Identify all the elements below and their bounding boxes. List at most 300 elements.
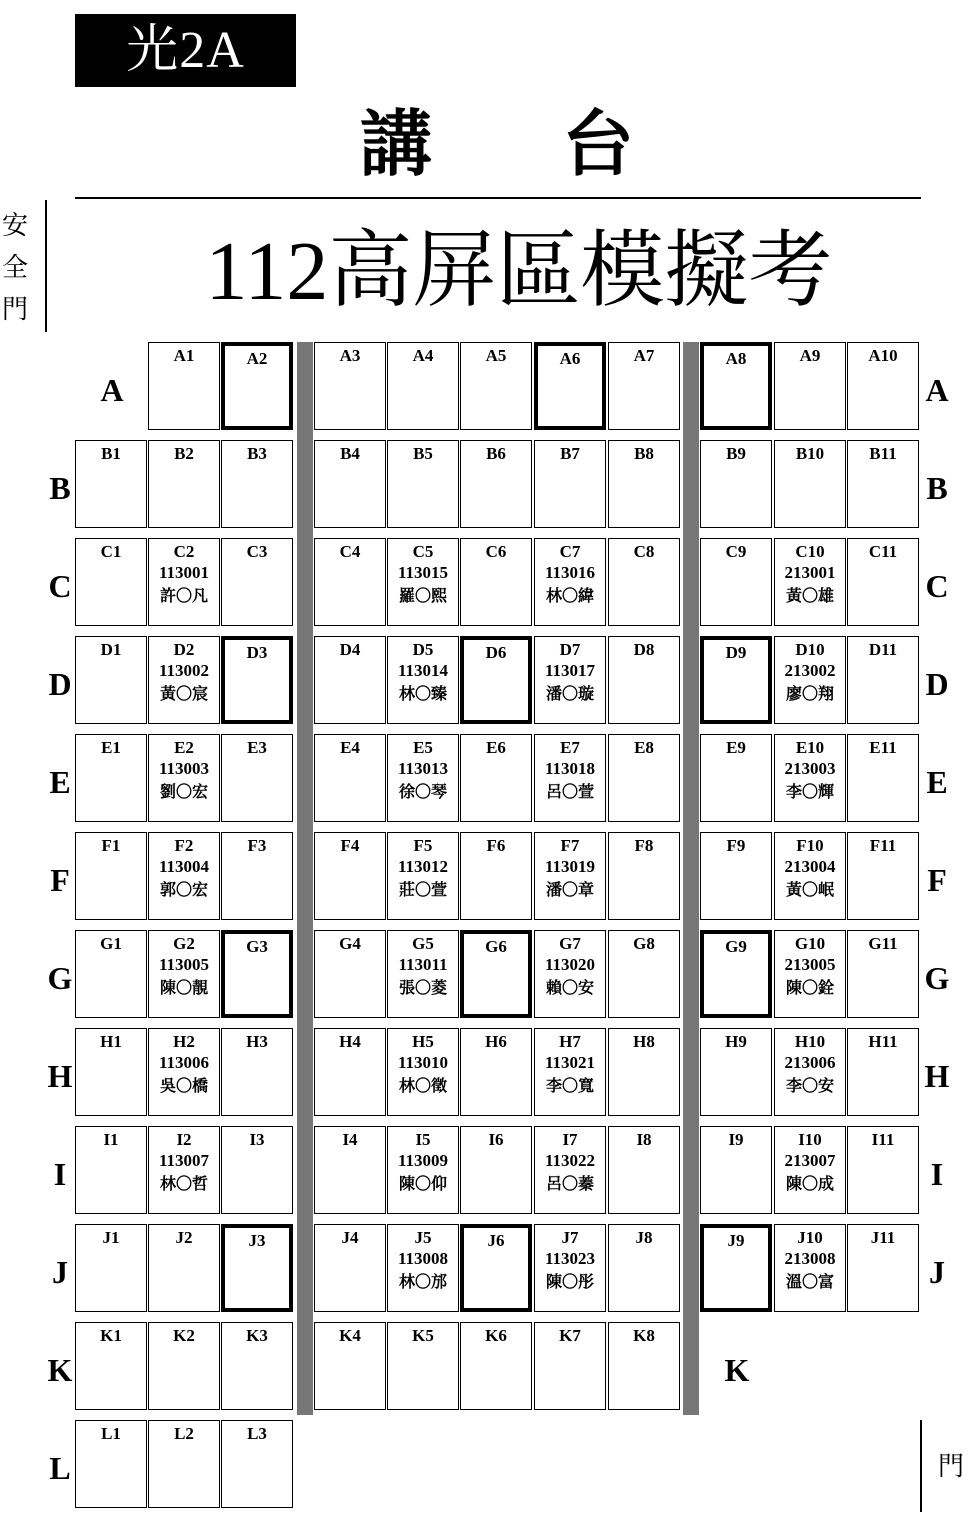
seat-k8 [608, 1322, 680, 1410]
student-name: 許〇凡 [159, 588, 208, 605]
seat-id: G10 [794, 934, 826, 953]
seat-j8 [608, 1224, 680, 1312]
seat-i8 [608, 1126, 680, 1214]
seat-b3 [221, 440, 293, 528]
seat-id: H5 [412, 1032, 434, 1051]
seat-k1 [75, 1322, 147, 1410]
student-name: 吳〇橋 [159, 1078, 208, 1095]
row-label-left: H [47, 1058, 73, 1094]
student-number: 113002 [158, 661, 210, 680]
seat-b2 [148, 440, 220, 528]
seat-h5 [387, 1028, 459, 1116]
door-label: 門 [938, 1452, 965, 1481]
student-number: 113011 [398, 955, 448, 974]
seat-id: E9 [726, 738, 746, 757]
seat-id: H7 [559, 1032, 581, 1051]
seat-id: F6 [486, 836, 506, 855]
student-name: 張〇菱 [398, 980, 447, 997]
row-label-left: E [49, 764, 71, 800]
student-number: 113013 [397, 759, 449, 778]
seat-f2 [148, 832, 220, 920]
row-label-right: E [926, 764, 948, 800]
seat-id: D7 [559, 640, 581, 659]
student-number: 213003 [784, 759, 836, 778]
seat-i11 [847, 1126, 919, 1214]
podium-divider [75, 197, 921, 199]
seat-j9 [700, 1224, 772, 1312]
seat-id: E8 [634, 738, 654, 757]
seat-id: A1 [173, 346, 195, 365]
seat-i3 [221, 1126, 293, 1214]
student-name: 徐〇琴 [398, 784, 447, 801]
seat-id: E6 [486, 738, 506, 757]
row-label-left: G [47, 960, 73, 996]
seat-j10 [774, 1224, 846, 1312]
seat-h3 [221, 1028, 293, 1116]
seat-g8 [608, 930, 680, 1018]
student-name: 潘〇章 [545, 882, 594, 899]
student-number: 213001 [784, 563, 836, 582]
seat-id: C10 [795, 542, 825, 561]
seat-id: C2 [173, 542, 195, 561]
seat-id: G8 [633, 934, 655, 953]
seat-id: A3 [339, 346, 361, 365]
seat-d4 [314, 636, 386, 724]
row-label-k-right: K [724, 1352, 750, 1388]
seat-id: F7 [560, 836, 580, 855]
row-label-right: G [924, 960, 950, 996]
student-name: 莊〇萱 [398, 882, 447, 899]
seat-id: G9 [725, 937, 747, 956]
seat-id: L2 [174, 1424, 194, 1443]
seat-id: A9 [799, 346, 821, 365]
seat-id: H1 [100, 1032, 122, 1051]
seat-id: I10 [798, 1130, 822, 1149]
row-label-right: B [926, 470, 948, 506]
seat-g1 [75, 930, 147, 1018]
seat-j4 [314, 1224, 386, 1312]
seat-i7 [534, 1126, 606, 1214]
seat-id: A7 [633, 346, 655, 365]
seat-j5 [387, 1224, 459, 1312]
seat-e9 [700, 734, 772, 822]
student-number: 113007 [158, 1151, 210, 1170]
seat-id: J3 [248, 1231, 266, 1250]
seat-d8 [608, 636, 680, 724]
student-number: 113006 [158, 1053, 210, 1072]
seat-g5 [387, 930, 459, 1018]
seat-a6 [534, 342, 606, 430]
row-label-left: F [50, 862, 70, 898]
seat-id: K4 [339, 1326, 361, 1345]
student-name: 呂〇萱 [545, 784, 594, 801]
seat-f9 [700, 832, 772, 920]
student-number: 113014 [397, 661, 449, 680]
seat-id: G11 [868, 934, 898, 953]
student-name: 黃〇宸 [159, 686, 208, 703]
seat-c10 [774, 538, 846, 626]
seat-id: J8 [635, 1228, 653, 1247]
seat-i9 [700, 1126, 772, 1214]
student-name: 劉〇宏 [159, 784, 208, 801]
seat-g3 [221, 930, 293, 1018]
seat-d7 [534, 636, 606, 724]
seat-f8 [608, 832, 680, 920]
seat-id: F8 [634, 836, 654, 855]
seat-j6 [460, 1224, 532, 1312]
seat-id: A4 [412, 346, 434, 365]
seat-b5 [387, 440, 459, 528]
seat-id: G4 [339, 934, 361, 953]
student-name: 陳〇靚 [159, 980, 208, 997]
seat-id: H9 [725, 1032, 747, 1051]
seat-e2 [148, 734, 220, 822]
seat-id: B7 [560, 444, 580, 463]
student-name: 林〇邡 [398, 1274, 447, 1291]
student-name: 陳〇仰 [398, 1176, 447, 1193]
seat-id: D8 [633, 640, 655, 659]
seat-id: H6 [485, 1032, 507, 1051]
seat-id: I7 [562, 1130, 578, 1149]
seat-id: H4 [339, 1032, 361, 1051]
seat-id: B2 [174, 444, 194, 463]
seat-i2 [148, 1126, 220, 1214]
row-label-left: I [53, 1156, 67, 1192]
seat-e11 [847, 734, 919, 822]
student-name: 黃〇雄 [785, 588, 834, 605]
seat-id: G7 [559, 934, 581, 953]
room-tag: 光2A [75, 14, 296, 87]
seat-g11 [847, 930, 919, 1018]
seat-id: F1 [101, 836, 121, 855]
seat-f3 [221, 832, 293, 920]
seat-f7 [534, 832, 606, 920]
seat-b1 [75, 440, 147, 528]
seat-h10 [774, 1028, 846, 1116]
seat-g9 [700, 930, 772, 1018]
student-name: 陳〇彤 [545, 1274, 594, 1291]
safety-door-label: 安全門 [1, 211, 28, 324]
student-number: 213008 [784, 1249, 836, 1268]
seat-id: D1 [100, 640, 122, 659]
seat-f4 [314, 832, 386, 920]
seat-id: I9 [728, 1130, 744, 1149]
seat-id: D2 [173, 640, 195, 659]
podium-label: 講台 [360, 105, 765, 185]
seat-g7 [534, 930, 606, 1018]
seat-c4 [314, 538, 386, 626]
seat-c11 [847, 538, 919, 626]
seat-id: B6 [486, 444, 506, 463]
seat-l3 [221, 1420, 293, 1508]
student-name: 李〇安 [785, 1078, 834, 1095]
seat-id: J1 [102, 1228, 120, 1247]
seat-h6 [460, 1028, 532, 1116]
seat-id: G5 [412, 934, 434, 953]
seat-id: H2 [173, 1032, 195, 1051]
row-label-left: B [49, 470, 71, 506]
seat-id: B4 [340, 444, 360, 463]
row-label-right: I [930, 1156, 944, 1192]
seat-id: D9 [725, 643, 747, 662]
seat-id: B5 [413, 444, 433, 463]
seat-a8 [700, 342, 772, 430]
student-name: 潘〇璇 [545, 686, 594, 703]
student-name: 賴〇安 [545, 980, 594, 997]
seat-id: A5 [485, 346, 507, 365]
student-number: 113022 [544, 1151, 596, 1170]
seat-g2 [148, 930, 220, 1018]
seat-c6 [460, 538, 532, 626]
seat-e4 [314, 734, 386, 822]
seat-id: K8 [633, 1326, 655, 1345]
student-name: 郭〇宏 [159, 882, 208, 899]
seat-id: E10 [795, 738, 825, 757]
seat-i1 [75, 1126, 147, 1214]
seat-id: F4 [340, 836, 360, 855]
seat-j3 [221, 1224, 293, 1312]
seat-f6 [460, 832, 532, 920]
seat-a3 [314, 342, 386, 430]
seat-id: H11 [868, 1032, 898, 1051]
seat-id: I8 [636, 1130, 652, 1149]
seat-id: C1 [100, 542, 122, 561]
seat-d5 [387, 636, 459, 724]
seat-id: L1 [101, 1424, 121, 1443]
seat-id: K5 [412, 1326, 434, 1345]
student-number: 113018 [544, 759, 596, 778]
seat-id: I4 [342, 1130, 358, 1149]
seat-id: D10 [795, 640, 825, 659]
row-label-left: J [52, 1254, 68, 1290]
seat-k5 [387, 1322, 459, 1410]
student-number: 113020 [544, 955, 596, 974]
seat-e1 [75, 734, 147, 822]
seat-j7 [534, 1224, 606, 1312]
aisle-left [297, 342, 313, 1415]
student-name: 林〇徵 [398, 1078, 447, 1095]
seat-id: A8 [725, 349, 747, 368]
student-number: 113008 [397, 1249, 449, 1268]
seat-id: B1 [101, 444, 121, 463]
student-name: 黃〇岷 [785, 882, 834, 899]
seat-id: A6 [559, 349, 581, 368]
seat-id: C8 [633, 542, 655, 561]
student-number: 113009 [397, 1151, 449, 1170]
student-number: 113021 [544, 1053, 596, 1072]
seat-id: K3 [246, 1326, 268, 1345]
seat-j11 [847, 1224, 919, 1312]
seat-h1 [75, 1028, 147, 1116]
seat-c1 [75, 538, 147, 626]
row-label-left: A [100, 372, 124, 408]
seat-i4 [314, 1126, 386, 1214]
seat-h7 [534, 1028, 606, 1116]
student-name: 呂〇蓁 [545, 1176, 594, 1193]
seat-h11 [847, 1028, 919, 1116]
seat-id: F3 [247, 836, 267, 855]
seat-id: E2 [174, 738, 194, 757]
row-label-right: D [925, 666, 949, 702]
seat-id: G3 [246, 937, 268, 956]
seat-id: B3 [247, 444, 267, 463]
seat-e3 [221, 734, 293, 822]
seat-i6 [460, 1126, 532, 1214]
seat-id: C9 [725, 542, 747, 561]
student-number: 113016 [544, 563, 596, 582]
student-name: 溫〇富 [785, 1274, 834, 1291]
seat-id: I2 [176, 1130, 192, 1149]
seat-id: K2 [173, 1326, 195, 1345]
seat-id: I1 [103, 1130, 119, 1149]
seat-id: H8 [633, 1032, 655, 1051]
student-number: 113001 [158, 563, 210, 582]
row-label-right: H [924, 1058, 950, 1094]
seat-b7 [534, 440, 606, 528]
seat-k7 [534, 1322, 606, 1410]
seat-g6 [460, 930, 532, 1018]
seat-id: D5 [412, 640, 434, 659]
seat-d9 [700, 636, 772, 724]
seat-k6 [460, 1322, 532, 1410]
seat-id: I3 [249, 1130, 265, 1149]
seat-d2 [148, 636, 220, 724]
student-number: 113010 [397, 1053, 449, 1072]
seat-id: E3 [247, 738, 267, 757]
seat-j2 [148, 1224, 220, 1312]
seat-id: I6 [488, 1130, 504, 1149]
seat-id: E11 [869, 738, 897, 757]
seat-f11 [847, 832, 919, 920]
row-label-left: C [48, 568, 72, 604]
seat-b9 [700, 440, 772, 528]
seat-c8 [608, 538, 680, 626]
student-number: 213002 [784, 661, 836, 680]
seat-id: J9 [727, 1231, 745, 1250]
seat-a7 [608, 342, 680, 430]
seat-id: F2 [174, 836, 194, 855]
seat-id: H3 [246, 1032, 268, 1051]
student-number: 113005 [158, 955, 210, 974]
seat-id: H10 [794, 1032, 826, 1051]
seat-j1 [75, 1224, 147, 1312]
student-name: 林〇臻 [398, 686, 447, 703]
seat-a10 [847, 342, 919, 430]
seat-c5 [387, 538, 459, 626]
seat-a5 [460, 342, 532, 430]
seat-a4 [387, 342, 459, 430]
aisle-right [683, 342, 699, 1415]
seat-id: J4 [341, 1228, 359, 1247]
seat-c2 [148, 538, 220, 626]
seat-id: G1 [100, 934, 122, 953]
seat-h9 [700, 1028, 772, 1116]
row-label-right: J [929, 1254, 945, 1290]
seat-id: G2 [173, 934, 195, 953]
student-name: 林〇哲 [159, 1176, 208, 1193]
seat-e5 [387, 734, 459, 822]
seat-id: G6 [485, 937, 507, 956]
seat-e10 [774, 734, 846, 822]
seat-e8 [608, 734, 680, 822]
seat-id: B11 [869, 444, 897, 463]
seat-id: J2 [175, 1228, 193, 1247]
seat-h8 [608, 1028, 680, 1116]
seat-k4 [314, 1322, 386, 1410]
seat-g4 [314, 930, 386, 1018]
seat-d3 [221, 636, 293, 724]
row-label-right: C [925, 568, 949, 604]
seat-e6 [460, 734, 532, 822]
seat-id: C4 [339, 542, 361, 561]
seat-i5 [387, 1126, 459, 1214]
student-name: 李〇輝 [785, 784, 834, 801]
seat-id: D6 [485, 643, 507, 662]
seat-b6 [460, 440, 532, 528]
seat-id: A10 [868, 346, 898, 365]
seat-l1 [75, 1420, 147, 1508]
seat-id: C11 [868, 542, 898, 561]
seat-f10 [774, 832, 846, 920]
seat-id: L3 [247, 1424, 267, 1443]
seat-id: E1 [101, 738, 121, 757]
seat-a1 [148, 342, 220, 430]
seat-id: D3 [246, 643, 268, 662]
row-label-left: L [49, 1450, 71, 1486]
seat-d11 [847, 636, 919, 724]
seat-l2 [148, 1420, 220, 1508]
seat-d6 [460, 636, 532, 724]
seat-k3 [221, 1322, 293, 1410]
seat-id: F5 [413, 836, 433, 855]
student-number: 113004 [158, 857, 210, 876]
seat-id: K6 [485, 1326, 507, 1345]
row-label-right: F [927, 862, 947, 898]
seat-id: C3 [246, 542, 268, 561]
student-name: 林〇緯 [545, 588, 594, 605]
seat-id: J5 [414, 1228, 432, 1247]
seat-id: F11 [869, 836, 897, 855]
row-label-right: A [925, 372, 949, 408]
seat-id: A2 [246, 349, 268, 368]
exam-title: 112高屏區模擬考 [205, 225, 833, 318]
seat-g10 [774, 930, 846, 1018]
student-number: 113003 [158, 759, 210, 778]
seat-id: J6 [487, 1231, 505, 1250]
seat-c7 [534, 538, 606, 626]
row-label-left: K [47, 1352, 73, 1388]
seat-id: I5 [415, 1130, 431, 1149]
seat-e7 [534, 734, 606, 822]
student-name: 李〇寬 [545, 1078, 594, 1095]
seat-b11 [847, 440, 919, 528]
seat-i10 [774, 1126, 846, 1214]
seat-b8 [608, 440, 680, 528]
seat-id: E5 [413, 738, 433, 757]
seat-id: B9 [726, 444, 746, 463]
seat-id: F10 [796, 836, 824, 855]
seat-id: C7 [559, 542, 581, 561]
seat-id: E7 [560, 738, 580, 757]
door-wall [920, 1420, 922, 1512]
seat-id: K7 [559, 1326, 581, 1345]
seat-a9 [774, 342, 846, 430]
student-number: 113019 [544, 857, 596, 876]
seat-b10 [774, 440, 846, 528]
seat-id: B10 [795, 444, 825, 463]
student-number: 213005 [784, 955, 836, 974]
seat-id: J10 [797, 1228, 823, 1247]
